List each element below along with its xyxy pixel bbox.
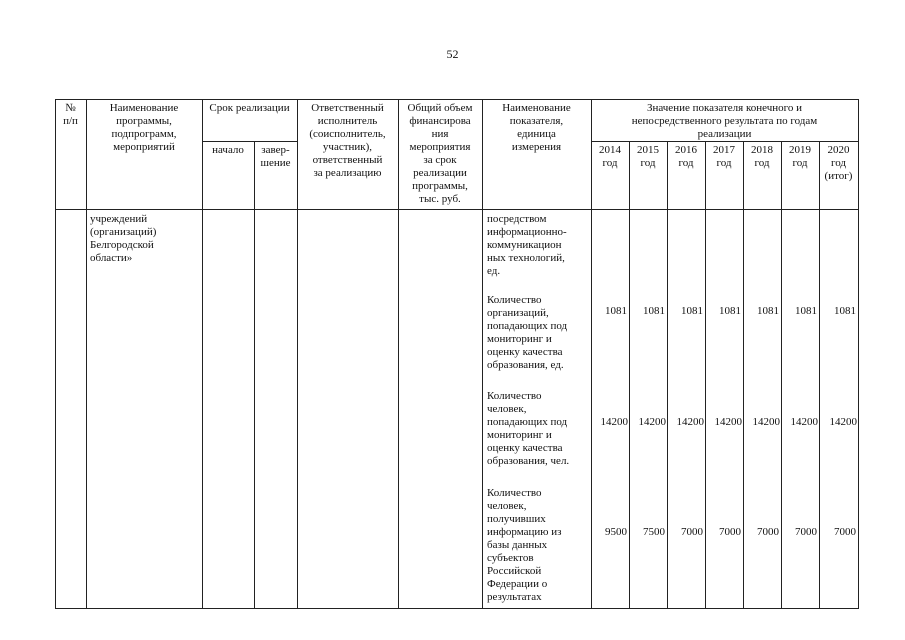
- header-year: 2014 год: [599, 144, 621, 169]
- col-line: [86, 99, 87, 609]
- period-subheader-line: [202, 141, 297, 142]
- value-cell: 1081: [834, 305, 856, 317]
- value-cell: 14200: [714, 416, 742, 428]
- indicator-name: Количество человек, попадающих под мониторинг и оценку качества образования, чел.: [487, 390, 570, 467]
- col-line: [482, 99, 483, 609]
- col-line: [55, 99, 56, 609]
- value-cell: 7000: [795, 526, 817, 538]
- header-year: 2015 год: [637, 144, 659, 169]
- header-num: № п/п: [63, 102, 78, 127]
- value-cell: 1081: [719, 305, 741, 317]
- table-bottom-border: [55, 608, 859, 609]
- value-cell: 14200: [829, 416, 857, 428]
- value-cell: 7500: [643, 526, 665, 538]
- header-year: 2017 год: [713, 144, 735, 169]
- value-cell: 7000: [719, 526, 741, 538]
- header-year: 2018 год: [751, 144, 773, 169]
- header-period-start: начало: [212, 144, 244, 156]
- header-year: 2020 год (итог): [824, 144, 853, 182]
- value-cell: 9500: [605, 526, 627, 538]
- value-cell: 1081: [681, 305, 703, 317]
- indicator-name: посредством информационно- коммуникацион ных технологий, ед.: [487, 213, 567, 277]
- value-cell: 14200: [676, 416, 704, 428]
- col-line: [254, 141, 255, 609]
- header-funding: Общий объем финансирова ния мероприятия за срок реализации программы, тыс. руб.: [407, 102, 473, 205]
- value-cell: 1081: [757, 305, 779, 317]
- header-indicator: Наименование показателя, единица измерения: [502, 102, 571, 153]
- value-cell: 1081: [643, 305, 665, 317]
- value-cell: 7000: [834, 526, 856, 538]
- value-cell: 14200: [752, 416, 780, 428]
- header-period: Срок реализации: [209, 102, 290, 114]
- indicator-name: Количество организаций, попадающих под мониторинг и оценку качества образования, ед.: [487, 294, 568, 371]
- value-cell: 7000: [681, 526, 703, 538]
- header-responsible: Ответственный исполнитель (соисполнитель, участник), ответственный за реализацию: [309, 102, 386, 179]
- value-cell: 1081: [605, 305, 627, 317]
- value-cell: 14200: [638, 416, 666, 428]
- header-period-end: завер- шение: [260, 144, 291, 169]
- header-year: 2016 год: [675, 144, 697, 169]
- col-line: [858, 99, 859, 609]
- value-cell: 14200: [600, 416, 628, 428]
- value-cell: 7000: [757, 526, 779, 538]
- program-name: учреждений (организаций) Белгородской области»: [90, 213, 157, 264]
- page-number: 52: [446, 47, 459, 61]
- header-bottom-line: [55, 209, 859, 210]
- indicator-name: Количество человек, получивших информацию из базы данных субъектов Российской Федерации о результатах: [487, 487, 562, 603]
- col-line: [202, 99, 203, 609]
- table-top-border: [55, 99, 859, 100]
- header-name: Наименование программы, подпрограмм, мероприятий: [109, 102, 179, 153]
- value-cell: 1081: [795, 305, 817, 317]
- value-cell: 14200: [790, 416, 818, 428]
- header-values-title: Значение показателя конечного и непосредственного результата по годам реализации: [631, 102, 818, 140]
- years-subheader-line: [591, 141, 859, 142]
- header-year: 2019 год: [789, 144, 811, 169]
